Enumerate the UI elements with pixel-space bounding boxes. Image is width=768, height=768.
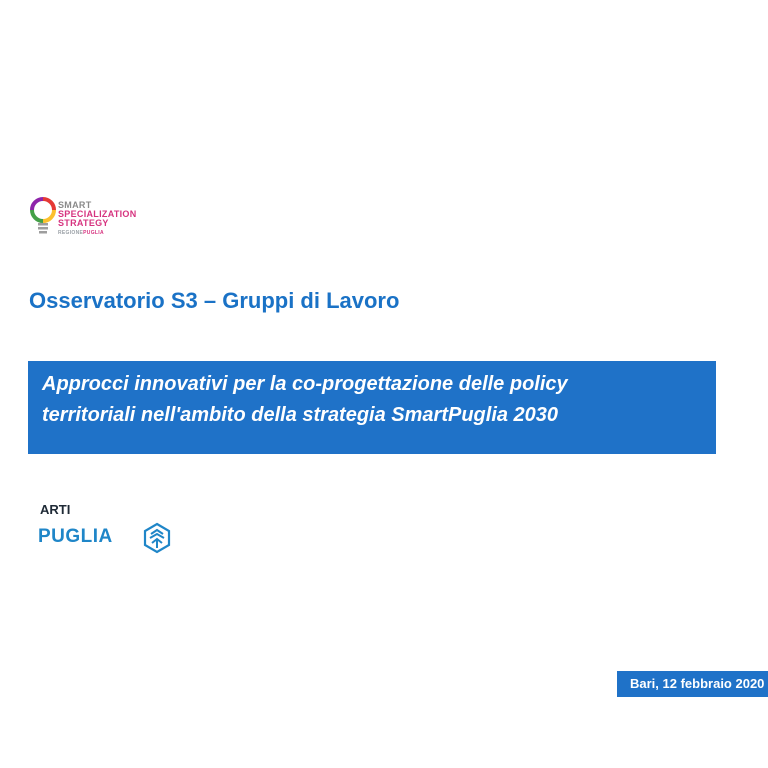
arti-emblem-icon [141,522,173,554]
lightbulb-logo-icon [30,197,56,237]
banner-text [42,369,702,431]
banner-line-1: Approcci innovativi per la co-progettazione delle policy [42,373,568,395]
banner-line-2: territoriali nell'ambito della strategia SmartPuglia 2030 [42,404,559,426]
logo-line-strategy: STRATEGY [58,218,109,228]
date-text: Bari, 12 febbraio 2020 [630,676,765,691]
subtitle-banner [28,361,716,454]
org-name-bottom: PUGLIA [38,526,113,547]
logo-wordmark [58,201,137,238]
org-name-top: ARTI [40,502,71,517]
smart-specialization-logo [30,197,148,241]
date-badge [617,671,768,697]
logo-line-smart: SMART [58,200,92,210]
page-title: Osservatorio S3 – Gruppi di Lavoro [29,288,400,313]
logo-line-region: REGIONEPUGLIA [58,230,104,236]
logo-line-specialization: SPECIALIZATION [58,209,137,219]
